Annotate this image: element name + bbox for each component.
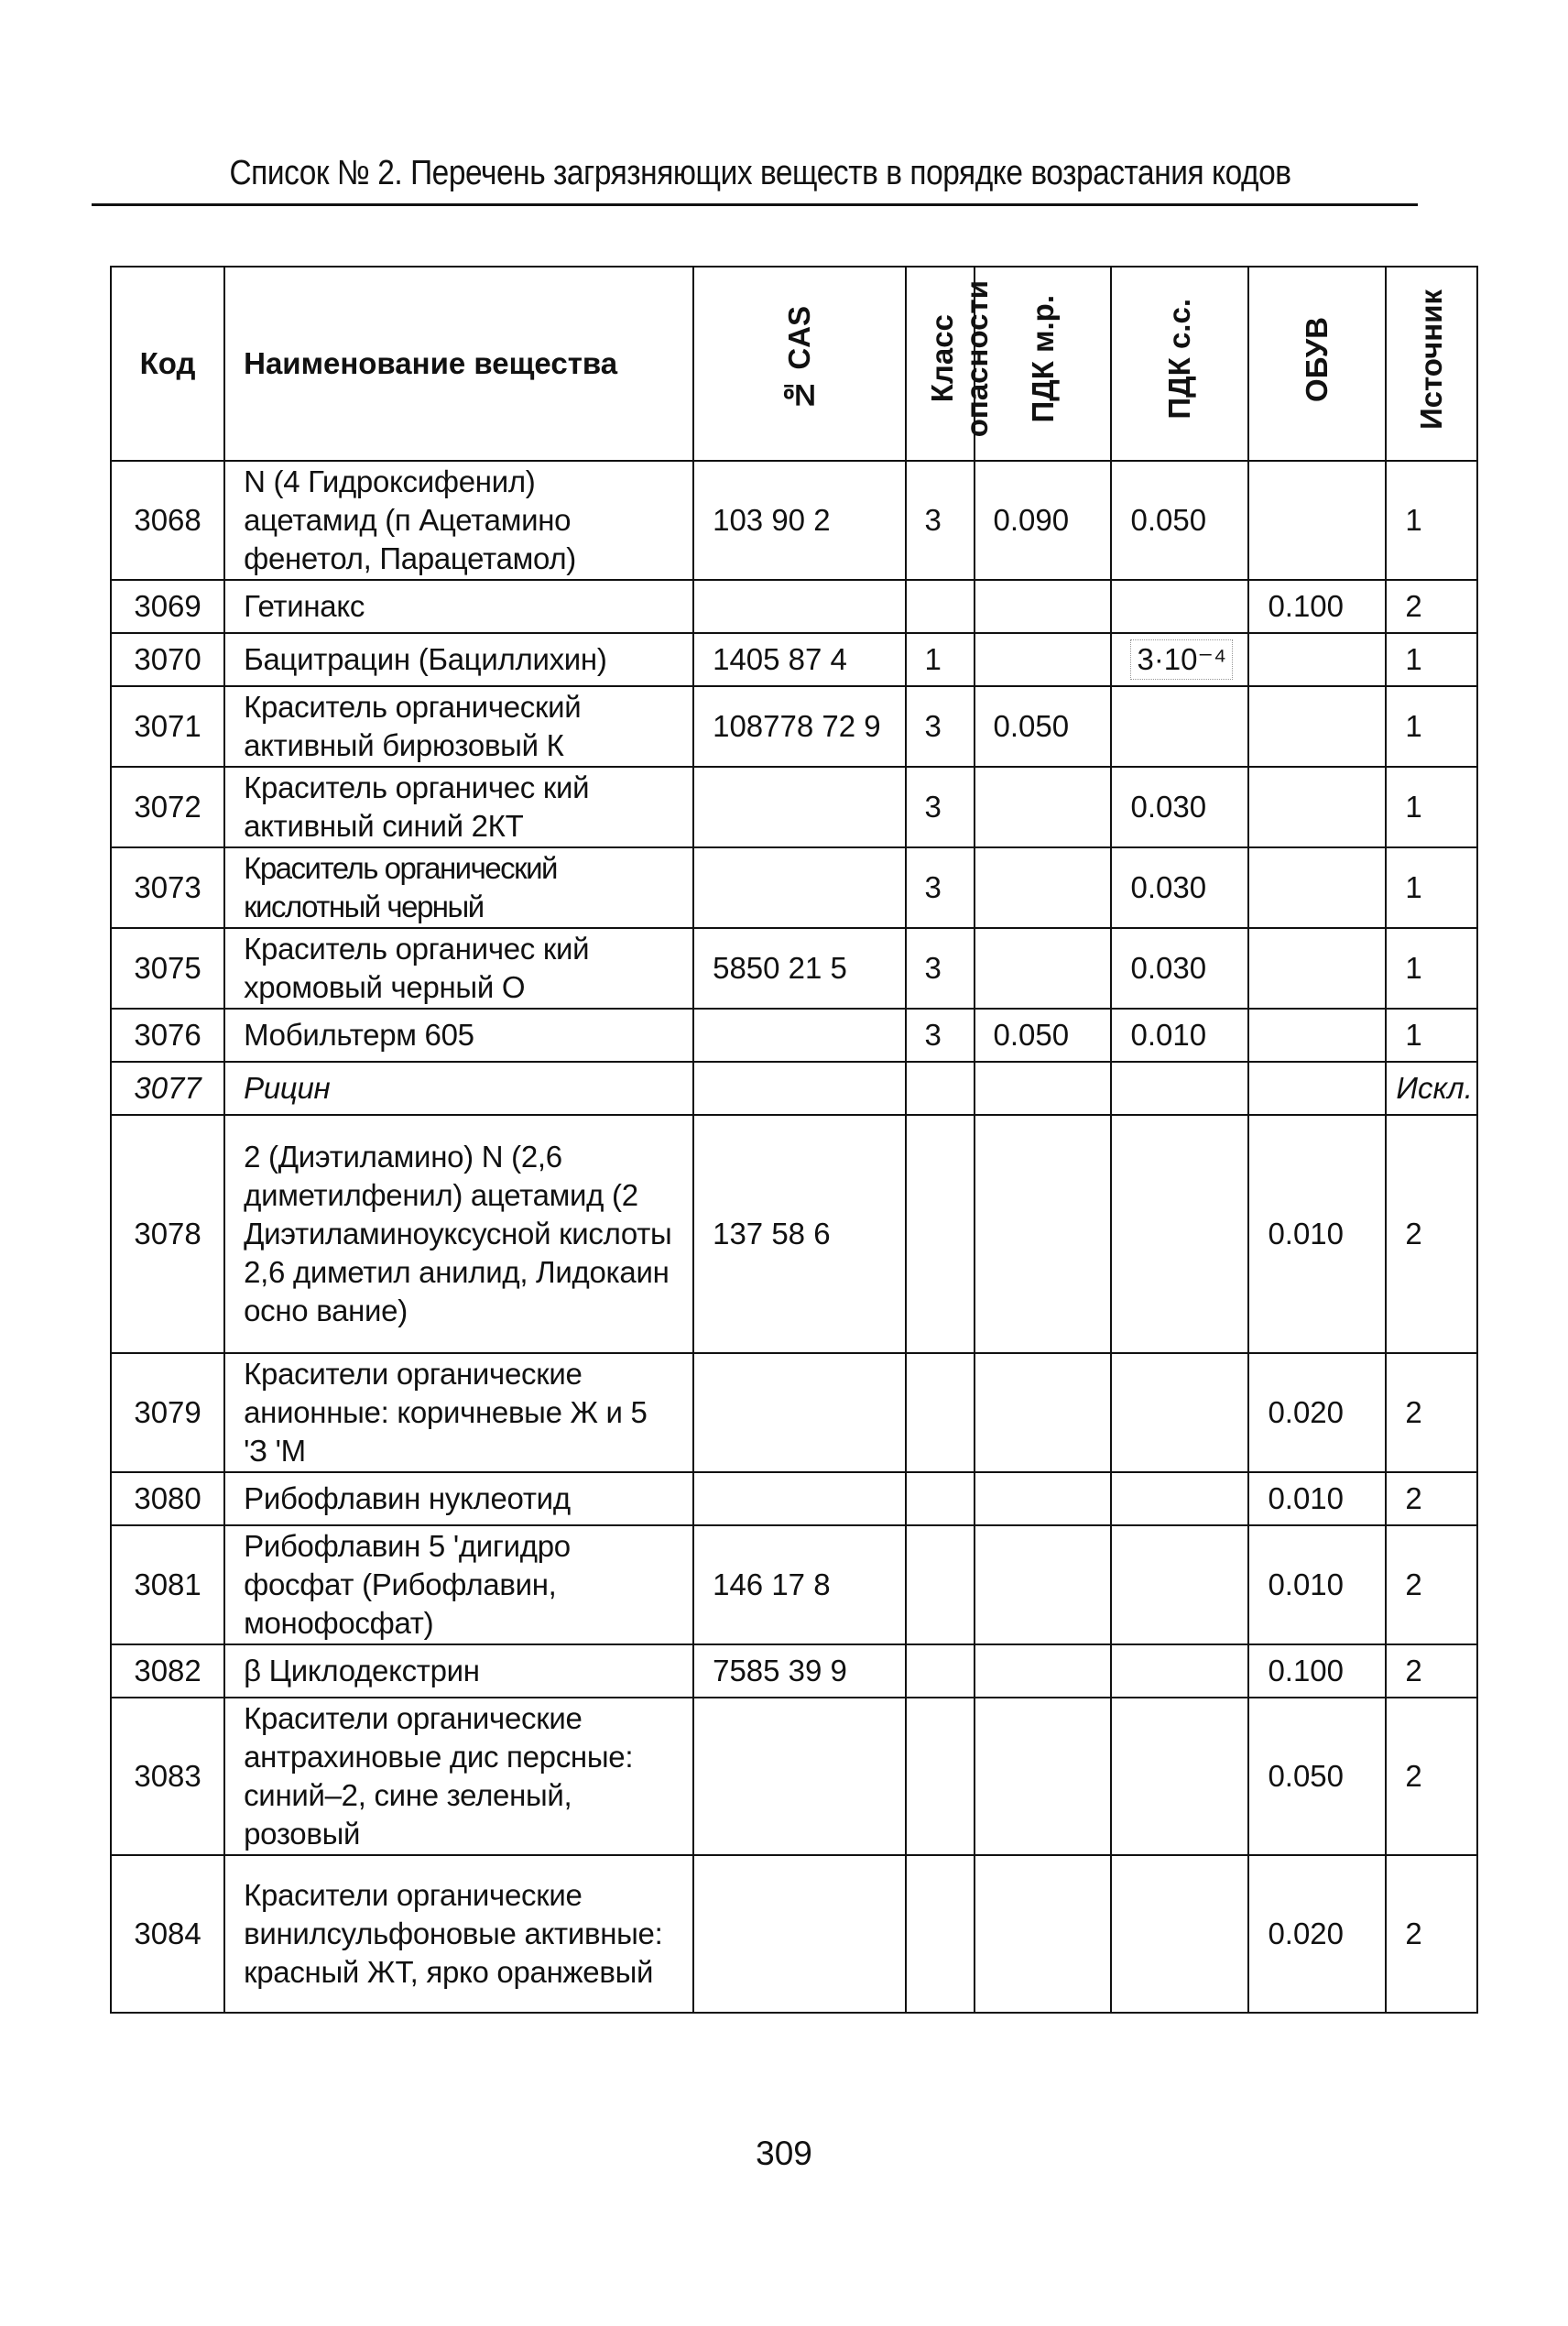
cell-obuv: 0.010 bbox=[1248, 1525, 1386, 1644]
cell-source: 2 bbox=[1386, 1472, 1477, 1525]
table-row bbox=[111, 1062, 1477, 1115]
table-row bbox=[111, 767, 1477, 847]
cell-hazard-class: 3 bbox=[906, 461, 975, 580]
table-row bbox=[111, 461, 1477, 580]
cell-pdk-mr bbox=[975, 928, 1112, 1009]
table-header-row bbox=[111, 267, 1477, 461]
cell-code: 3069 bbox=[111, 580, 224, 633]
cell-pdk-ss: 0.010 bbox=[1111, 1009, 1248, 1062]
cell-source: 1 bbox=[1386, 767, 1477, 847]
cell-obuv: 0.100 bbox=[1248, 1644, 1386, 1698]
cell-pdk-mr bbox=[975, 1115, 1112, 1353]
table-row bbox=[111, 686, 1477, 767]
cell-pdk-mr bbox=[975, 1644, 1112, 1698]
cell-name: Гетинакс bbox=[224, 580, 693, 633]
cell-cas: 137 58 6 bbox=[693, 1115, 905, 1353]
cell-pdk-mr: 0.050 bbox=[975, 1009, 1112, 1062]
cell-pdk-ss: 0.030 bbox=[1111, 847, 1248, 928]
table-row bbox=[111, 1353, 1477, 1472]
cell-hazard-class: 3 bbox=[906, 767, 975, 847]
cell-code: 3084 bbox=[111, 1855, 224, 2013]
cell-obuv bbox=[1248, 1062, 1386, 1115]
cell-pdk-mr bbox=[975, 767, 1112, 847]
cell-name: Рибофлавин 5 'дигидро фосфат (Рибофлавин, монофосфат) bbox=[224, 1525, 693, 1644]
cell-pdk-ss bbox=[1111, 686, 1248, 767]
cell-code: 3071 bbox=[111, 686, 224, 767]
cell-source: 1 bbox=[1386, 928, 1477, 1009]
cell-hazard-class bbox=[906, 1855, 975, 2013]
cell-pdk-ss bbox=[1111, 1353, 1248, 1472]
cell-cas: 108778 72 9 bbox=[693, 686, 905, 767]
cell-obuv bbox=[1248, 847, 1386, 928]
table-row bbox=[111, 1115, 1477, 1353]
cell-obuv: 0.050 bbox=[1248, 1698, 1386, 1855]
cell-cas bbox=[693, 847, 905, 928]
cell-hazard-class bbox=[906, 1115, 975, 1353]
cell-pdk-mr bbox=[975, 1472, 1112, 1525]
cell-code: 3076 bbox=[111, 1009, 224, 1062]
cell-pdk-mr bbox=[975, 847, 1112, 928]
cell-name: Мобильтерм 605 bbox=[224, 1009, 693, 1062]
cell-source: 2 bbox=[1386, 1525, 1477, 1644]
cell-cas bbox=[693, 1698, 905, 1855]
cell-pdk-ss bbox=[1111, 633, 1248, 686]
cell-source: 1 bbox=[1386, 461, 1477, 580]
cell-name: Рибофлавин нуклеотид bbox=[224, 1472, 693, 1525]
cell-cas: 146 17 8 bbox=[693, 1525, 905, 1644]
cell-obuv: 0.010 bbox=[1248, 1472, 1386, 1525]
header-obuv-label: ОБУВ bbox=[1300, 316, 1334, 402]
table-row bbox=[111, 633, 1477, 686]
cell-pdk-mr: 0.090 bbox=[975, 461, 1112, 580]
cell-code: 3078 bbox=[111, 1115, 224, 1353]
cell-cas bbox=[693, 1353, 905, 1472]
cell-pdk-ss: 0.030 bbox=[1111, 767, 1248, 847]
cell-name: Бацитрацин (Бациллихин) bbox=[224, 633, 693, 686]
cell-name: Рицин bbox=[224, 1062, 693, 1115]
cell-hazard-class: 3 bbox=[906, 1009, 975, 1062]
cell-code: 3083 bbox=[111, 1698, 224, 1855]
header-code: Код bbox=[111, 267, 224, 461]
cell-hazard-class bbox=[906, 1525, 975, 1644]
cell-code: 3080 bbox=[111, 1472, 224, 1525]
cell-source: 2 bbox=[1386, 1698, 1477, 1855]
cell-code: 3079 bbox=[111, 1353, 224, 1472]
cell-hazard-class: 1 bbox=[906, 633, 975, 686]
cell-obuv bbox=[1248, 686, 1386, 767]
cell-name: β Циклодекстрин bbox=[224, 1644, 693, 1698]
cell-cas bbox=[693, 1855, 905, 2013]
cell-pdk-ss bbox=[1111, 1855, 1248, 2013]
cell-obuv: 0.020 bbox=[1248, 1353, 1386, 1472]
cell-obuv bbox=[1248, 767, 1386, 847]
header-pdk-mr-label: ПДК м.р. bbox=[1025, 295, 1060, 423]
cell-code: 3075 bbox=[111, 928, 224, 1009]
cell-name: Краситель органический кислотный черный bbox=[224, 847, 693, 928]
header-source bbox=[1386, 267, 1477, 461]
cell-hazard-class bbox=[906, 1062, 975, 1115]
cell-name: 2 (Диэтиламино) N (2,6 диметилфенил) ацетамид (2 Диэтиламиноуксусной кислоты 2,6 диметил анилид, Лидокаин осно вание) bbox=[224, 1115, 693, 1353]
title-rule bbox=[92, 203, 1418, 206]
cell-pdk-ss bbox=[1111, 1062, 1248, 1115]
table-row bbox=[111, 1009, 1477, 1062]
cell-pdk-mr bbox=[975, 1855, 1112, 2013]
cell-hazard-class bbox=[906, 1698, 975, 1855]
table-row bbox=[111, 847, 1477, 928]
cell-cas bbox=[693, 1472, 905, 1525]
header-source-label: Источник bbox=[1414, 289, 1449, 430]
cell-source: 2 bbox=[1386, 1855, 1477, 2013]
cell-cas bbox=[693, 1009, 905, 1062]
cell-source: 2 bbox=[1386, 1115, 1477, 1353]
cell-hazard-class bbox=[906, 1353, 975, 1472]
cell-source: 2 bbox=[1386, 1644, 1477, 1698]
cell-hazard-class: 3 bbox=[906, 847, 975, 928]
cell-pdk-ss bbox=[1111, 1525, 1248, 1644]
cell-name: Краситель органичес кий хромовый черный О bbox=[224, 928, 693, 1009]
cell-name: Краситель органический активный бирюзовый К bbox=[224, 686, 693, 767]
cell-pdk-ss bbox=[1111, 1644, 1248, 1698]
cell-pdk-ss bbox=[1111, 580, 1248, 633]
header-hazard-class-label: Класс опасности bbox=[924, 280, 994, 438]
cell-obuv: 0.010 bbox=[1248, 1115, 1386, 1353]
header-pdk-mr bbox=[975, 267, 1112, 461]
header-pdk-ss bbox=[1111, 267, 1248, 461]
cell-pdk-ss bbox=[1111, 1698, 1248, 1855]
table-row bbox=[111, 580, 1477, 633]
cell-pdk-ss bbox=[1111, 1115, 1248, 1353]
cell-pdk-mr: 0.050 bbox=[975, 686, 1112, 767]
cell-pdk-mr bbox=[975, 1525, 1112, 1644]
cell-obuv bbox=[1248, 928, 1386, 1009]
cell-cas: 1405 87 4 bbox=[693, 633, 905, 686]
cell-cas: 7585 39 9 bbox=[693, 1644, 905, 1698]
cell-source: 1 bbox=[1386, 847, 1477, 928]
cell-hazard-class bbox=[906, 1644, 975, 1698]
table-row bbox=[111, 1698, 1477, 1855]
cell-code: 3082 bbox=[111, 1644, 224, 1698]
cell-code: 3081 bbox=[111, 1525, 224, 1644]
header-obuv bbox=[1248, 267, 1386, 461]
cell-obuv bbox=[1248, 461, 1386, 580]
cell-hazard-class: 3 bbox=[906, 686, 975, 767]
cell-obuv: 0.100 bbox=[1248, 580, 1386, 633]
cell-pdk-ss: 0.030 bbox=[1111, 928, 1248, 1009]
cell-cas bbox=[693, 580, 905, 633]
cell-hazard-class bbox=[906, 580, 975, 633]
table-row bbox=[111, 1644, 1477, 1698]
cell-pdk-ss bbox=[1111, 1472, 1248, 1525]
table-row bbox=[111, 1525, 1477, 1644]
cell-name: Красители органические винилсульфоновые активные: красный ЖТ, ярко оранжевый bbox=[224, 1855, 693, 2013]
cell-pdk-mr bbox=[975, 580, 1112, 633]
cell-source: 2 bbox=[1386, 580, 1477, 633]
header-hazard-class bbox=[906, 267, 994, 461]
cell-source: Искл. bbox=[1386, 1062, 1477, 1115]
header-pdk-ss-label: ПДК с.с. bbox=[1162, 299, 1197, 420]
cell-pdk-mr bbox=[975, 633, 1112, 686]
page-number: 309 bbox=[756, 2135, 812, 2172]
cell-pdk-mr bbox=[975, 1353, 1112, 1472]
cell-cas bbox=[693, 767, 905, 847]
cell-source: 2 bbox=[1386, 1353, 1477, 1472]
cell-code: 3068 bbox=[111, 461, 224, 580]
substances-table bbox=[110, 266, 1478, 2014]
cell-cas: 103 90 2 bbox=[693, 461, 905, 580]
cell-obuv: 0.020 bbox=[1248, 1855, 1386, 2013]
cell-hazard-class: 3 bbox=[906, 928, 975, 1009]
cell-code: 3077 bbox=[111, 1062, 224, 1115]
cell-obuv bbox=[1248, 633, 1386, 686]
cell-pdk-mr bbox=[975, 1698, 1112, 1855]
cell-source: 1 bbox=[1386, 686, 1477, 767]
cell-code: 3072 bbox=[111, 767, 224, 847]
table-row bbox=[111, 1855, 1477, 2013]
cell-name: Краситель органичес кий активный синий 2КТ bbox=[224, 767, 693, 847]
cell-name: N (4 Гидроксифенил) ацетамид (п Ацетамино фенетол, Парацетамол) bbox=[224, 461, 693, 580]
page-title: Список № 2. Перечень загрязняющих веществ в порядке возрастания кодов bbox=[229, 154, 1291, 192]
cell-source: 1 bbox=[1386, 633, 1477, 686]
cell-obuv bbox=[1248, 1009, 1386, 1062]
header-cas-label: № CAS bbox=[781, 306, 816, 412]
cell-cas bbox=[693, 1062, 905, 1115]
cell-pdk-ss: 0.050 bbox=[1111, 461, 1248, 580]
cell-code: 3073 bbox=[111, 847, 224, 928]
table-row bbox=[111, 1472, 1477, 1525]
cell-code: 3070 bbox=[111, 633, 224, 686]
cell-hazard-class bbox=[906, 1472, 975, 1525]
header-name: Наименование вещества bbox=[224, 267, 693, 461]
cell-pdk-ss-value: 3·10⁻⁴ bbox=[1130, 639, 1233, 680]
cell-source: 1 bbox=[1386, 1009, 1477, 1062]
cell-cas: 5850 21 5 bbox=[693, 928, 905, 1009]
cell-pdk-mr bbox=[975, 1062, 1112, 1115]
header-cas bbox=[693, 267, 905, 461]
cell-name: Красители органические антрахиновые дис персные: синий–2, сине зеленый, розовый bbox=[224, 1698, 693, 1855]
cell-name: Красители органические анионные: коричневые Ж и 5 'З 'М bbox=[224, 1353, 693, 1472]
table-row bbox=[111, 928, 1477, 1009]
